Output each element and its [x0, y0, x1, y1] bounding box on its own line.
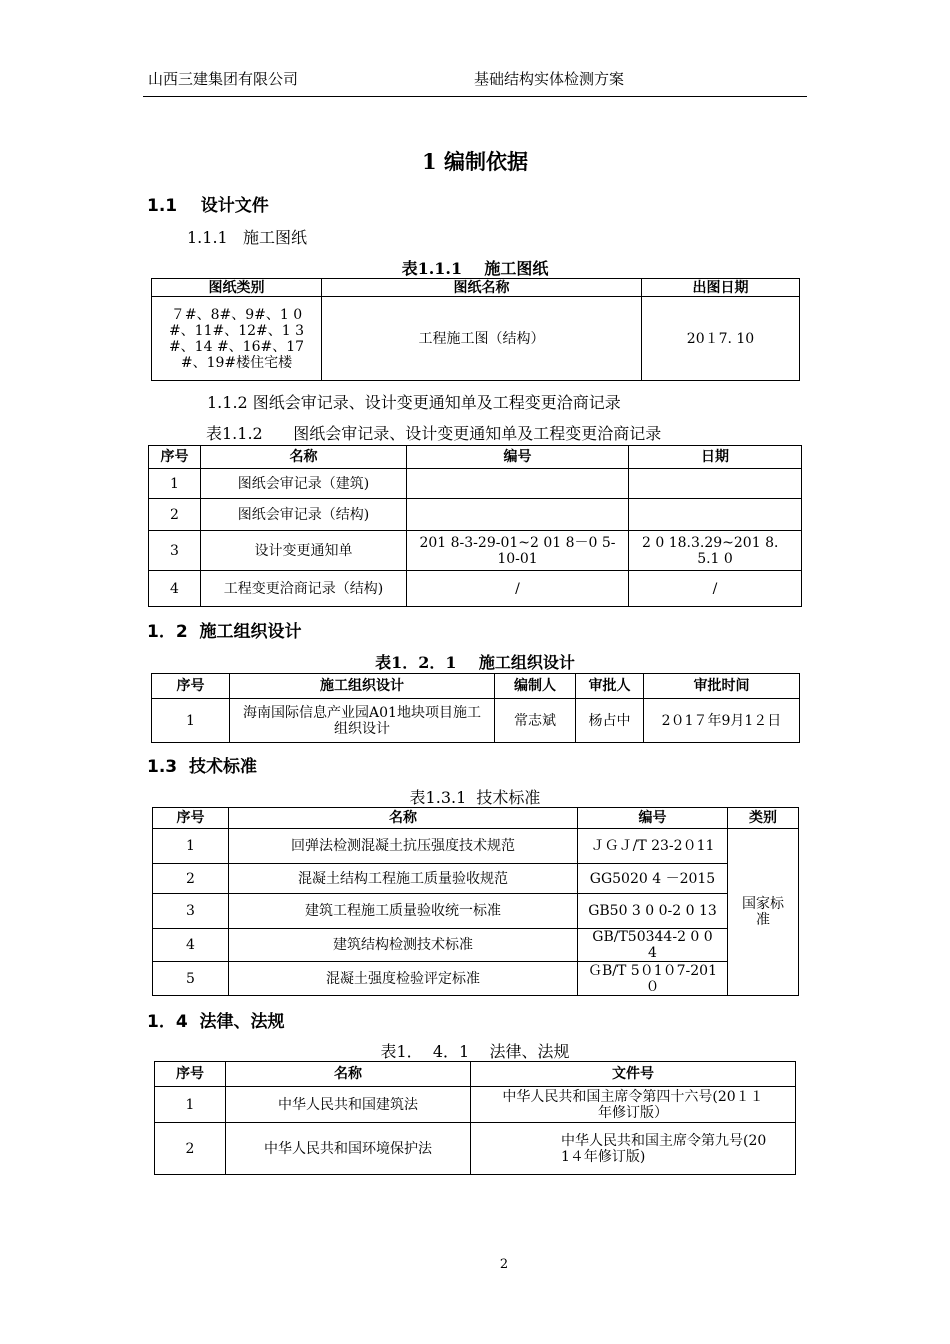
table-cell: 设计变更通知单 — [201, 531, 407, 571]
table-cell: 2 0 18.3.29~201 8． 5.1 0 — [629, 531, 802, 571]
table-row — [153, 829, 799, 864]
table-header-cell: 序号 — [155, 1062, 226, 1087]
table-cell: ７#、8#、9#、1 0#、11#、12#、1 3#、14 #、16#、17#、19#楼住宅楼 — [152, 297, 322, 381]
table-cell: 2 — [149, 499, 201, 531]
table-cell: 3 — [149, 531, 201, 571]
table-cell: 2０1７年9月1２日 — [644, 699, 800, 743]
section-1-3-heading: 1.3 技术标准 — [147, 757, 257, 777]
table-cell: 20１7. 10 — [642, 297, 800, 381]
table-cell: 中华人民共和国建筑法 — [226, 1087, 471, 1123]
table-header-cell: 编制人 — [495, 674, 576, 699]
table-header-cell: 审批人 — [576, 674, 644, 699]
table-cell: 海南国际信息产业园A01地块项目施工组织设计 — [230, 699, 495, 743]
table-1-2-1 — [151, 673, 800, 743]
table-1-4-1 — [154, 1061, 796, 1175]
table-header-cell: 名称 — [226, 1062, 471, 1087]
table-header-cell: 序号 — [152, 674, 230, 699]
table-1-3-1 — [152, 807, 799, 996]
table-1-2-1-caption: 表1．2．1 施工组织设计 — [375, 653, 575, 672]
header-rule — [143, 96, 807, 97]
table-row — [155, 1087, 796, 1123]
table-1-1-1 — [151, 278, 800, 381]
table-1-1-2-caption: 表1.1.2 图纸会审记录、设计变更通知单及工程变更洽商记录 — [206, 424, 662, 443]
table-cell: ＧB/T 5０1０7-201０ — [578, 962, 728, 996]
header-company: 山西三建集团有限公司 — [148, 70, 299, 88]
table-row — [153, 894, 799, 929]
table-header-cell: 序号 — [149, 446, 201, 469]
table-cell: 201 8-3-29-01~2 01 8－0 5-10-01 — [407, 531, 629, 571]
table-cell: 回弹法检测混凝土抗压强度技术规范 — [229, 829, 578, 864]
table-cell: 中华人民共和国主席令第九号(201４年修订版) — [471, 1123, 796, 1175]
table-cell: 3 — [153, 894, 229, 929]
table-cell: 杨占中 — [576, 699, 644, 743]
table-row — [149, 531, 802, 571]
table-header-cell: 名称 — [229, 808, 578, 829]
chapter-title: 1 编制依据 — [422, 149, 528, 174]
table-row — [149, 469, 802, 499]
section-1-4-heading: 1．4 法律、法规 — [147, 1012, 285, 1032]
table-header-cell: 日期 — [629, 446, 802, 469]
table-header-cell: 编号 — [407, 446, 629, 469]
header-doc-title: 基础结构实体检测方案 — [474, 70, 625, 88]
table-cell: GB/T50344-2 0 04 — [578, 929, 728, 962]
section-1-1-1-heading: 1.1.1 施工图纸 — [187, 228, 307, 247]
table-cell: 2 — [155, 1123, 226, 1175]
table-row — [153, 929, 799, 962]
table-cell: 1 — [155, 1087, 226, 1123]
table-cell — [629, 469, 802, 499]
table-header-cell: 图纸名称 — [322, 279, 642, 297]
table-cell: 2 — [153, 864, 229, 894]
table-cell: ＪＧＪ/T 23-2０11 — [578, 829, 728, 864]
table-row — [149, 499, 802, 531]
table-header-cell: 类别 — [728, 808, 799, 829]
table-row — [153, 864, 799, 894]
table-header-cell: 出图日期 — [642, 279, 800, 297]
section-1-2-heading: 1．2 施工组织设计 — [147, 622, 302, 642]
table-header-cell: 序号 — [153, 808, 229, 829]
table-cell — [407, 469, 629, 499]
table-cell: 常志斌 — [495, 699, 576, 743]
table-row — [153, 962, 799, 996]
section-1-1-heading: 1.1 设计文件 — [147, 196, 269, 216]
table-header-cell: 文件号 — [471, 1062, 796, 1087]
table-1-3-1-caption: 表1.3.1 技术标准 — [409, 788, 541, 807]
table-cell: 工程施工图（结构） — [322, 297, 642, 381]
table-cell: 中华人民共和国环境保护法 — [226, 1123, 471, 1175]
table-cell: 混凝土结构工程施工质量验收规范 — [229, 864, 578, 894]
table-cell: 5 — [153, 962, 229, 996]
table-row — [149, 571, 802, 607]
table-cell: GG5020 4 －2015 — [578, 864, 728, 894]
table-cell: 4 — [153, 929, 229, 962]
table-cell: 1 — [152, 699, 230, 743]
table-1-1-2 — [148, 445, 802, 607]
table-cell: / — [407, 571, 629, 607]
table-cell: 中华人民共和国主席令第四十六号(20１１年修订版） — [471, 1087, 796, 1123]
category-cell: 国家标准 — [728, 829, 799, 996]
table-cell: 1 — [149, 469, 201, 499]
table-cell: 混凝土强度检验评定标准 — [229, 962, 578, 996]
table-cell: 图纸会审记录（建筑) — [201, 469, 407, 499]
table-row — [152, 699, 800, 743]
table-cell: 工程变更洽商记录（结构) — [201, 571, 407, 607]
table-row — [155, 1123, 796, 1175]
table-1-4-1-caption: 表1． 4．1 法律、法规 — [380, 1042, 570, 1061]
table-cell: 4 — [149, 571, 201, 607]
table-header-cell: 审批时间 — [644, 674, 800, 699]
table-cell: 图纸会审记录（结构) — [201, 499, 407, 531]
table-cell — [407, 499, 629, 531]
table-header-cell: 施工组织设计 — [230, 674, 495, 699]
table-cell — [629, 499, 802, 531]
table-cell: 建筑工程施工质量验收统一标准 — [229, 894, 578, 929]
section-1-1-2-heading: 1.1.2 图纸会审记录、设计变更通知单及工程变更洽商记录 — [207, 393, 621, 412]
table-header-cell: 编号 — [578, 808, 728, 829]
table-1-1-1-caption: 表1.1.1 施工图纸 — [401, 259, 549, 278]
table-header-cell: 名称 — [201, 446, 407, 469]
page-number: 2 — [499, 1257, 509, 1272]
table-cell: 建筑结构检测技术标准 — [229, 929, 578, 962]
table-cell: 1 — [153, 829, 229, 864]
table-header-cell: 图纸类别 — [152, 279, 322, 297]
table-cell: / — [629, 571, 802, 607]
table-cell: GB50 3 0 0-2 0 13 — [578, 894, 728, 929]
